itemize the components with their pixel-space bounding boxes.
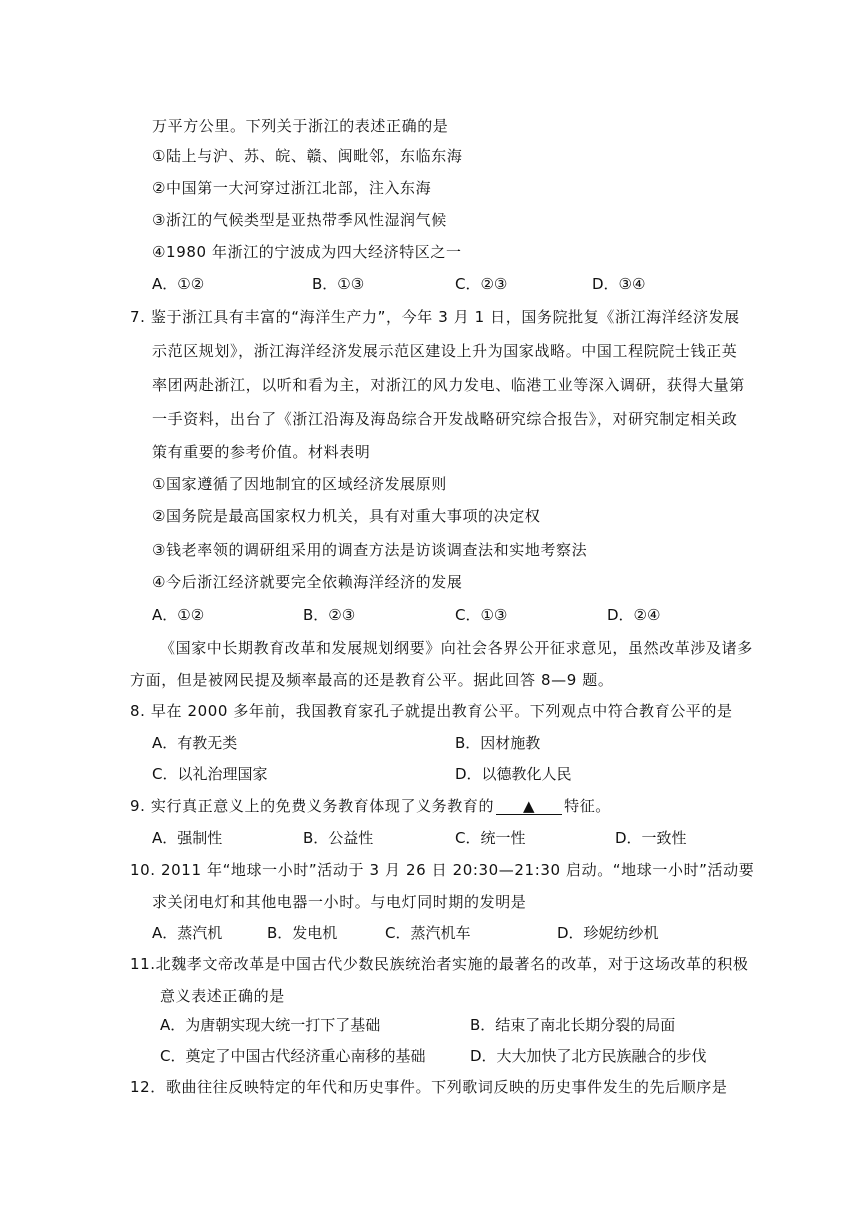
- q10-option-c: C．蒸汽机车: [385, 924, 471, 942]
- material-line-1: 《国家中长期教育改革和发展规划纲要》向社会各界公开征求意见，虽然改革涉及诸多: [160, 639, 753, 657]
- material-line-2: 方面，但是被网民提及频率最高的还是教育公平。据此回答 8—9 题。: [130, 671, 614, 689]
- q11-option-b: B．结束了南北长期分裂的局面: [470, 1016, 676, 1034]
- q6-option-a: A．①②: [152, 275, 205, 293]
- answer-blank: ▲: [496, 798, 562, 815]
- q8-option-c: C．以礼治理国家: [152, 765, 268, 783]
- q9-option-d: D．一致性: [615, 829, 687, 847]
- q10-stem-line-2: 求关闭电灯和其他电器一小时。与电灯同时期的发明是: [152, 893, 527, 911]
- q9-option-c: C．统一性: [455, 829, 526, 847]
- q6-item-3: ③浙江的气候类型是亚热带季风性湿润气候: [152, 211, 447, 229]
- q7-item-3: ③钱老率领的调研组采用的调查方法是访谈调查法和实地考察法: [152, 541, 588, 559]
- q11-option-a: A．为唐朝实现大统一打下了基础: [160, 1016, 381, 1034]
- q7-stem-line-1: 7. 鉴于浙江具有丰富的“海洋生产力”，今年 3 月 1 日，国务院批复《浙江海洋经济发展: [130, 308, 740, 326]
- q6-stem-tail: 万平方公里。下列关于浙江的表述正确的是: [152, 117, 449, 135]
- q10-option-a: A．蒸汽机: [152, 924, 223, 942]
- q6-option-d: D．③④: [592, 275, 646, 293]
- q6-option-b: B．①③: [312, 275, 365, 293]
- q9-stem: [130, 796, 611, 816]
- q11-stem-line-1: 11.北魏孝文帝改革是中国古代少数民族统治者实施的最著名的改革，对于这场改革的积极: [130, 955, 749, 973]
- q8-option-a: A．有教无类: [152, 734, 238, 752]
- q8-option-b: B．因材施教: [455, 734, 541, 752]
- q7-option-d: D．②④: [607, 606, 661, 624]
- q7-stem-line-4: 一手资料，出台了《浙江沿海及海岛综合开发战略研究综合报告》，对研究制定相关政: [152, 410, 738, 428]
- q9-stem-after: 特征。: [564, 797, 611, 815]
- q7-option-b: B．②③: [303, 606, 356, 624]
- q7-stem-line-3: 率团两赴浙江，以听和看为主，对浙江的风力发电、临港工业等深入调研，获得大量第: [152, 376, 745, 394]
- q11-stem-line-2: 意义表述正确的是: [160, 987, 285, 1005]
- q11-option-c: C．奠定了中国古代经济重心南移的基础: [160, 1047, 426, 1065]
- q7-option-a: A．①②: [152, 606, 205, 624]
- q6-item-2: ②中国第一大河穿过浙江北部，注入东海: [152, 179, 432, 197]
- q10-option-b: B．发电机: [267, 924, 338, 942]
- q7-option-c: C．①③: [455, 606, 508, 624]
- q8-option-d: D．以德教化人民: [455, 765, 572, 783]
- q12-stem: 12．歌曲往往反映特定的年代和历史事件。下列歌词反映的历史事件发生的先后顺序是: [130, 1078, 728, 1096]
- q7-item-1: ①国家遵循了因地制宜的区域经济发展原则: [152, 475, 447, 493]
- q11-option-d: D．大大加快了北方民族融合的步伐: [470, 1047, 707, 1065]
- q6-option-c: C．②③: [455, 275, 508, 293]
- q9-option-b: B．公益性: [303, 829, 374, 847]
- q8-stem: 8. 早在 2000 多年前，我国教育家孔子就提出教育公平。下列观点中符合教育公平的是: [130, 702, 733, 720]
- q6-item-4: ④1980 年浙江的宁波成为四大经济特区之一: [152, 243, 462, 261]
- q10-stem-line-1: 10. 2011 年“地球一小时”活动于 3 月 26 日 20:30—21:30 启动。“地球一小时”活动要: [130, 861, 755, 879]
- q7-stem-line-5: 策有重要的参考价值。材料表明: [152, 443, 371, 461]
- q9-option-a: A．强制性: [152, 829, 223, 847]
- q6-item-1: ①陆上与沪、苏、皖、赣、闽毗邻，东临东海: [152, 147, 463, 165]
- q7-stem-line-2: 示范区规划》，浙江海洋经济发展示范区建设上升为国家战略。中国工程院院士钱正英: [152, 342, 738, 360]
- q9-stem-before: 9. 实行真正意义上的免费义务教育体现了义务教育的: [130, 797, 495, 815]
- q7-item-2: ②国务院是最高国家权力机关，具有对重大事项的决定权: [152, 507, 541, 525]
- q10-option-d: D．珍妮纺纱机: [557, 924, 659, 942]
- q7-item-4: ④今后浙江经济就要完全依赖海洋经济的发展: [152, 573, 463, 591]
